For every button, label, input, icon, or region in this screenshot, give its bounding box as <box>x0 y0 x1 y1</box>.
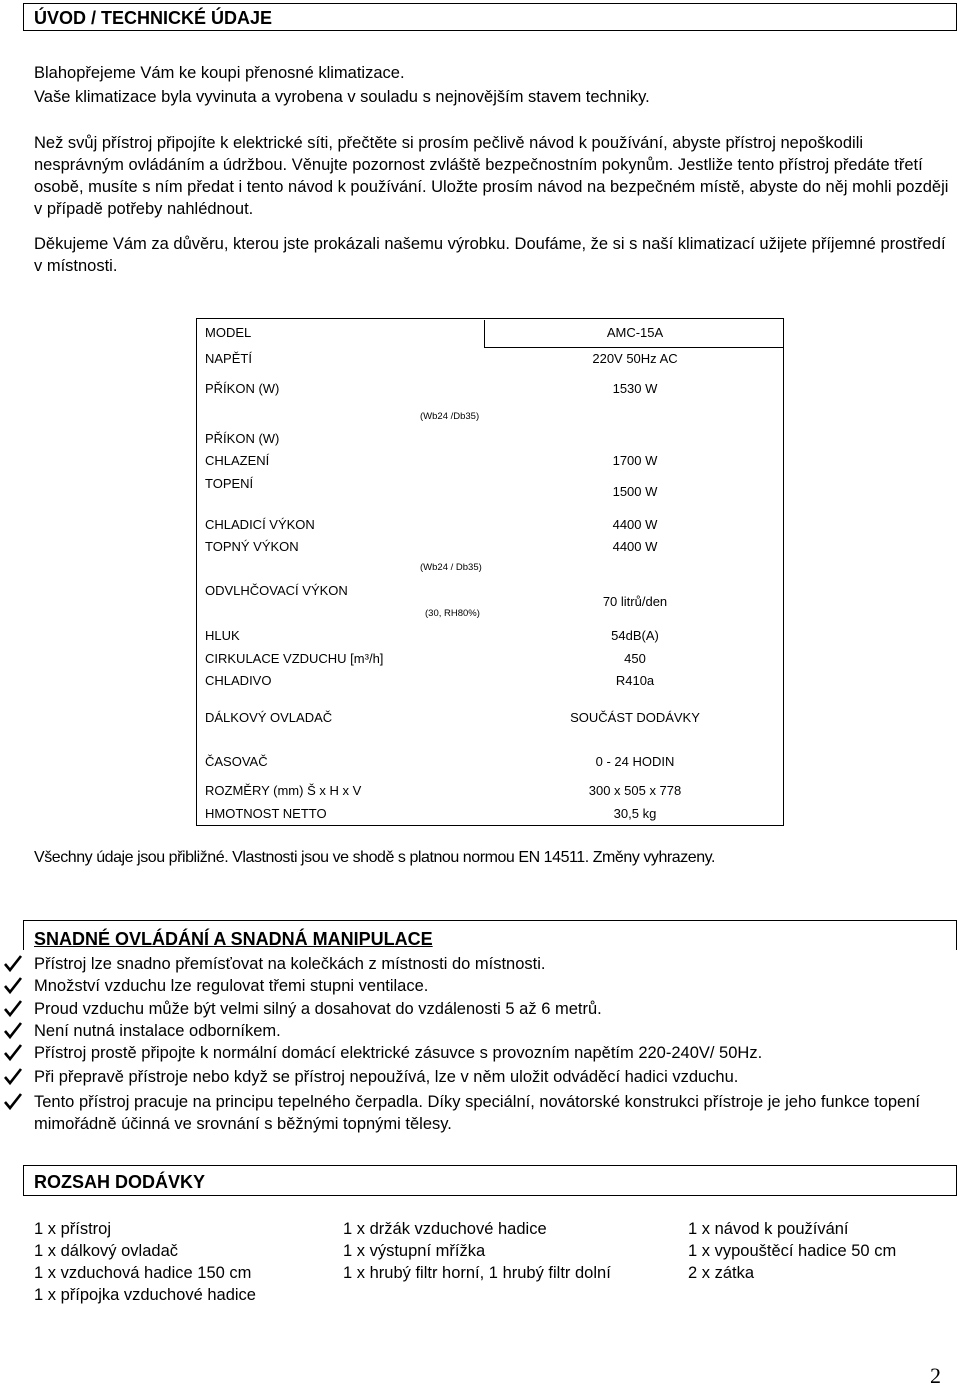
spec-heat-cap-label: TOPNÝ VÝKON <box>205 539 299 554</box>
spec-heating-value: 1500 W <box>612 484 658 499</box>
feature-text: Množství vzduchu lze regulovat třemi stupni ventilace. <box>34 977 429 995</box>
spec-timer-label: ČASOVAČ <box>205 754 268 769</box>
spec-remote-value: SOUČÁST DODÁVKY <box>570 710 700 725</box>
spec-power2-label: PŘÍKON (W) <box>205 431 280 446</box>
scope-item: 1 x výstupní mřížka <box>343 1242 486 1260</box>
spec-model-value: AMC-15A <box>606 325 664 340</box>
feature-item <box>34 1066 954 1088</box>
spec-cooling-value: 1700 W <box>612 453 658 468</box>
checkmark-icon <box>3 975 23 995</box>
feature-item <box>34 1020 954 1042</box>
section-title-intro <box>23 3 957 31</box>
spec-weight-label: HMOTNOST NETTO <box>205 806 327 821</box>
scope-item: 1 x dálkový ovladač <box>34 1242 178 1260</box>
checkmark-icon <box>3 1042 23 1062</box>
spec-weight-value: 30,5 kg <box>613 806 657 821</box>
spec-timer-value: 0 - 24 HODIN <box>595 754 675 769</box>
spec-dims-value: 300 x 505 x 778 <box>588 783 682 798</box>
features-heading <box>23 920 957 950</box>
feature-text: Tento přístroj pracuje na principu tepelného čerpadla. Díky speciální, novátorské konstrukci přístroje je jeho funkce topení mimořádně účinná ve srovnání s běžnými topnými tělesy. <box>34 1093 920 1133</box>
spec-airflow-value: 450 <box>624 651 646 666</box>
spec-noise-label: HLUK <box>205 628 240 643</box>
checkmark-icon <box>3 953 23 973</box>
page-title: ÚVOD / TECHNICKÉ ÚDAJE <box>34 8 273 28</box>
spec-dehum-label: ODVLHČOVACÍ VÝKON <box>205 583 348 598</box>
spec-note-wb2: (Wb24 / Db35) <box>420 562 482 573</box>
scope-item: 1 x vypouštěcí hadice 50 cm <box>688 1242 897 1260</box>
scope-item: 1 x vzduchová hadice 150 cm <box>34 1264 252 1282</box>
intro-line-1: Blahopřejeme Vám ke koupi přenosné klimatizace. <box>34 64 405 82</box>
feature-item <box>34 975 954 997</box>
spec-airflow-label: CIRKULACE VZDUCHU [m³/h] <box>205 651 384 666</box>
spec-refrigerant-value: R410a <box>615 673 655 688</box>
scope-item: 1 x držák vzduchové hadice <box>343 1220 547 1238</box>
spec-cool-cap-value: 4400 W <box>612 517 658 532</box>
spec-remote-label: DÁLKOVÝ OVLADAČ <box>205 710 333 725</box>
feature-text: Proud vzduchu může být velmi silný a dosahovat do vzdálenosti 5 až 6 metrů. <box>34 1000 602 1018</box>
spec-heat-cap-value: 4400 W <box>612 539 658 554</box>
intro-paragraph-3: Děkujeme Vám za důvěru, kterou jste prokázali našemu výrobku. Doufáme, že si s naší klimatizací užijete příjemné prostředí v místnosti. <box>34 235 946 275</box>
intro-line-2: Vaše klimatizace byla vyvinuta a vyrobena v souladu s nejnovějším stavem techniky. <box>34 88 650 106</box>
checkmark-icon <box>3 1020 23 1040</box>
feature-text: Přístroj lze snadno přemísťovat na kolečkách z místnosti do místnosti. <box>34 955 546 973</box>
features-heading-text: SNADNÉ OVLÁDÁNÍ A SNADNÁ MANIPULACE <box>34 929 433 949</box>
spec-noise-value: 54dB(A) <box>611 628 659 643</box>
scope-item: 1 x přípojka vzduchové hadice <box>34 1286 256 1304</box>
spec-voltage-value: 220V 50Hz AC <box>592 351 678 366</box>
scope-item: 1 x přístroj <box>34 1220 112 1238</box>
scope-item: 1 x hrubý filtr horní, 1 hrubý filtr dolní <box>343 1264 611 1282</box>
scope-item: 1 x návod k používání <box>688 1220 849 1238</box>
checkmark-icon <box>3 1091 23 1111</box>
spec-note-wb1: (Wb24 /Db35) <box>420 411 480 422</box>
spec-refrigerant-label: CHLADIVO <box>205 673 272 688</box>
spec-dims-label: ROZMĚRY (mm) Š x H x V <box>205 783 362 798</box>
feature-item <box>34 998 954 1020</box>
spec-cool-cap-label: CHLADICÍ VÝKON <box>205 517 315 532</box>
checkmark-icon <box>3 1066 23 1086</box>
intro-paragraph-2: Než svůj přístroj připojíte k elektrické síti, přečtěte si prosím pečlivě návod k používání, abyste přístroj nepoškodili nesprávným ovládáním a údržbou. Věnujte pozornost zvláště bezpečnostním pokynům. Jestliže tento přístroj předáte třetí osobě, musíte s ním předat i tento návod k používání. Uložte prosím návod na bezpečném místě, abyste do něj mohli později v případě potřeby nahlédnout. <box>34 134 949 218</box>
spec-voltage-label: NAPĚTÍ <box>205 351 252 366</box>
spec-model-label: MODEL <box>205 325 252 340</box>
spec-cooling-label: CHLAZENÍ <box>205 453 270 468</box>
spec-power-label: PŘÍKON (W) <box>205 381 280 396</box>
scope-item: 2 x zátka <box>688 1264 755 1282</box>
spec-power-value: 1530 W <box>612 381 658 396</box>
feature-item <box>34 953 954 975</box>
feature-text: Není nutná instalace odborníkem. <box>34 1022 281 1040</box>
feature-text: Při přepravě přístroje nebo když se přístroj nepoužívá, lze v něm uložit odváděcí hadici vzduchu. <box>34 1068 739 1086</box>
checkmark-icon <box>3 998 23 1018</box>
scope-heading-text: ROZSAH DODÁVKY <box>34 1172 206 1192</box>
page-number: 2 <box>930 1363 941 1388</box>
spec-heating-label: TOPENÍ <box>205 476 254 491</box>
feature-item <box>34 1091 954 1135</box>
spec-dehum-value: 70 litrů/den <box>602 594 668 609</box>
feature-item <box>34 1042 954 1064</box>
feature-text: Přístroj prostě připojte k normální domácí elektrické zásuvce s provozním napětím 220-240V/ 50Hz. <box>34 1044 763 1062</box>
spec-note-rh: (30, RH80%) <box>425 608 480 619</box>
approximate-data-notice: Všechny údaje jsou přibližné. Vlastnosti jsou ve shodě s platnou normou EN 14511. Změny vyhrazeny. <box>34 849 716 866</box>
scope-heading <box>23 1165 957 1196</box>
